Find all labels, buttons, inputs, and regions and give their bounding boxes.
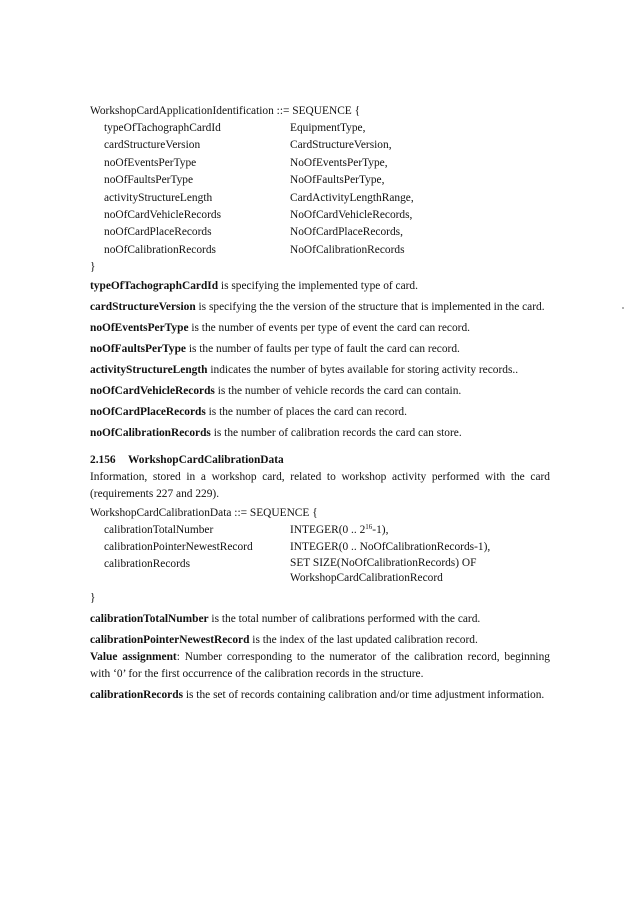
section-heading: [90, 452, 550, 469]
field-type: [290, 522, 550, 539]
section-title: WorkshopCardCalibrationData: [128, 454, 284, 467]
definition-term: typeOfTachographCardId: [90, 280, 219, 293]
definition-term: noOfCalibrationRecords: [90, 427, 211, 440]
definition-paragraph: [90, 632, 550, 649]
definition-paragraph: [90, 341, 550, 358]
document-body: [90, 103, 550, 704]
definition-term: Value assignment: [90, 651, 177, 664]
definition-paragraph: [90, 404, 550, 421]
definition-text: is the number of vehicle records the card can contain.: [214, 385, 462, 398]
definition-text: is the number of calibration records the card can store.: [210, 427, 462, 440]
sequence-row: [90, 539, 550, 556]
definition-paragraph: [90, 278, 550, 295]
definition-paragraph: [90, 611, 550, 628]
sequence-row: [90, 190, 550, 207]
definition-paragraph: [90, 362, 550, 379]
definition-text: is the number of places the card can record.: [205, 406, 407, 419]
sequence-close: }: [90, 261, 96, 274]
section-intro: Information, stored in a workshop card, related to workshop activity performed with the card (requirements 227 and 229).: [90, 471, 550, 501]
sequence-header: WorkshopCardCalibrationData ::= SEQUENCE {: [90, 507, 318, 520]
definition-term: activityStructureLength: [90, 364, 208, 377]
field-type: NoOfFaultsPerType,: [290, 174, 385, 187]
definition-paragraph: [90, 649, 550, 683]
field-type-part: -1),: [372, 524, 389, 537]
field-type: EquipmentType,: [290, 122, 366, 134]
field-type: NoOfCalibrationRecords: [290, 243, 405, 256]
sequence-row: [90, 224, 550, 241]
section-number: 2.156: [90, 454, 116, 467]
field-name: typeOfTachographCardId: [104, 122, 221, 134]
definition-text: is the number of faults per type of fault the card can record.: [185, 343, 460, 356]
field-name: calibrationRecords: [104, 558, 191, 571]
sequence-row: [90, 556, 550, 586]
sequence-fields: [90, 120, 550, 259]
field-name: noOfEventsPerType: [104, 156, 197, 169]
definition-paragraph: [90, 425, 550, 442]
field-name: noOfCardPlaceRecords: [104, 226, 212, 239]
definition-term: cardStructureVersion: [90, 301, 196, 314]
definition-text: is specifying the implemented type of card.: [218, 280, 418, 293]
field-name: noOfCardVehicleRecords: [104, 209, 222, 222]
definition-paragraph: [90, 383, 550, 400]
field-name: noOfFaultsPerType: [104, 174, 194, 187]
definition-paragraph: [90, 320, 550, 337]
definition-text: is the number of events per type of event the card can record.: [188, 322, 470, 335]
definition-term: noOfFaultsPerType: [90, 343, 186, 356]
field-type: INTEGER(0 .. NoOfCalibrationRecords-1),: [290, 541, 491, 554]
field-type: NoOfCardPlaceRecords,: [290, 226, 403, 239]
sequence-row: [90, 137, 550, 154]
definition-paragraph: [90, 299, 550, 316]
definition-term: calibrationPointerNewestRecord: [90, 634, 250, 647]
definition-term: calibrationRecords: [90, 689, 184, 702]
field-type-part: INTEGER(0 .. 2: [290, 524, 366, 537]
sequence-fields: [90, 522, 550, 586]
field-type: NoOfCardVehicleRecords,: [290, 209, 413, 222]
field-name: activityStructureLength: [104, 191, 213, 204]
field-type: CardStructureVersion,: [290, 139, 392, 152]
definition-text: is specifying the the version of the structure that is implemented in the card.: [195, 301, 545, 314]
sequence-row: [90, 207, 550, 224]
definition-text: is the set of records containing calibration and/or time adjustment information.: [183, 689, 545, 702]
sequence-row: [90, 172, 550, 189]
field-name: noOfCalibrationRecords: [104, 243, 216, 256]
scan-speck: [622, 307, 624, 309]
sequence-header: WorkshopCardApplicationIdentification ::= SEQUENCE {: [90, 105, 361, 117]
definition-text: is the index of the last updated calibration record.: [249, 634, 478, 647]
definition-term: noOfCardVehicleRecords: [90, 385, 215, 398]
field-type-superscript: 16: [365, 523, 373, 532]
definition-text: is the total number of calibrations performed with the card.: [208, 613, 481, 626]
field-name: calibrationPointerNewestRecord: [104, 541, 253, 554]
field-type: CardActivityLengthRange,: [290, 191, 414, 204]
field-type-line: WorkshopCardCalibrationRecord: [290, 572, 443, 585]
definition-paragraph: [90, 687, 550, 704]
definition-text: indicates the number of bytes available for storing activity records..: [207, 364, 519, 377]
sequence-row: [90, 155, 550, 172]
sequence-row: [90, 522, 550, 539]
definition-text: : Number corresponding to the numerator of the calibration record, beginning with ‘0’ for the first occurrence of the calibration records in the structure.: [90, 651, 550, 681]
sequence-row: [90, 242, 550, 259]
field-name: cardStructureVersion: [104, 139, 201, 152]
field-type: NoOfEventsPerType,: [290, 156, 388, 169]
definition-term: noOfEventsPerType: [90, 322, 189, 335]
sequence-close: }: [90, 592, 96, 605]
definition-term: calibrationTotalNumber: [90, 613, 209, 626]
definition-term: noOfCardPlaceRecords: [90, 406, 206, 419]
field-type-line: SET SIZE(NoOfCalibrationRecords) OF: [290, 557, 477, 570]
field-type: [290, 556, 550, 586]
field-name: calibrationTotalNumber: [104, 524, 214, 537]
sequence-row: [90, 120, 550, 137]
